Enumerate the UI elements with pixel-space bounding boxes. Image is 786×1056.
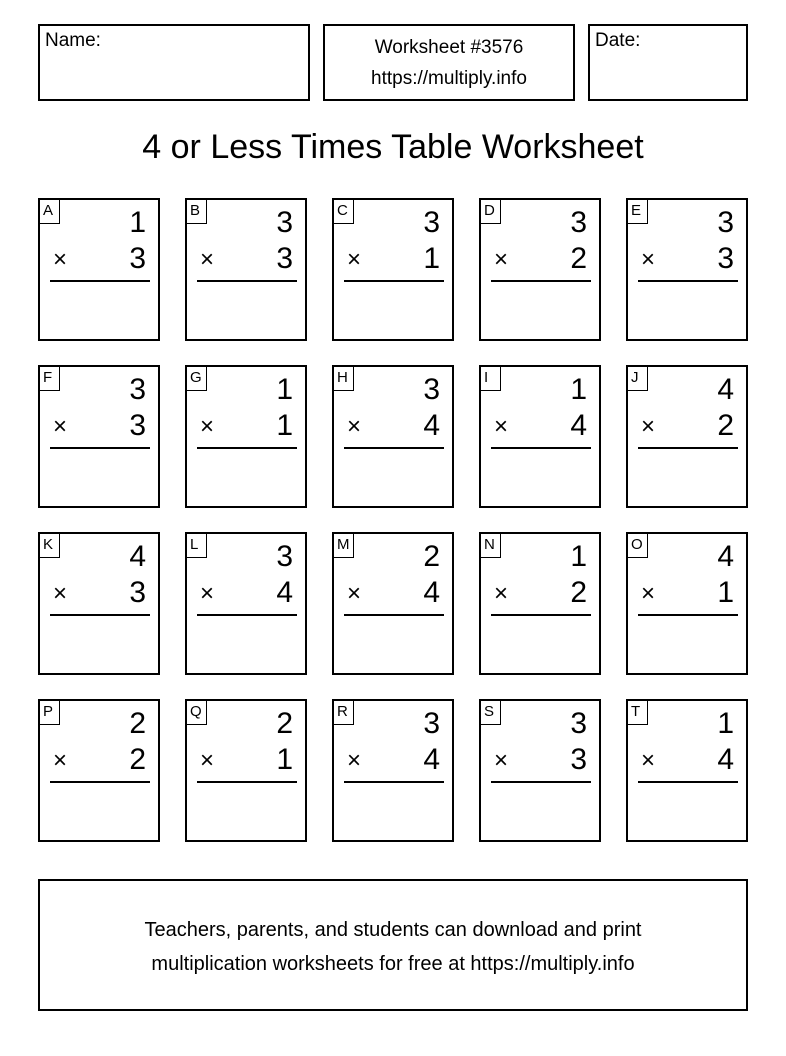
bottom-number: 3	[129, 576, 146, 609]
worksheet-info-box	[323, 24, 575, 101]
times-icon: ×	[494, 246, 509, 273]
bottom-number: 4	[423, 409, 440, 442]
problem-letter: O	[628, 534, 648, 558]
top-number: 3	[570, 707, 587, 740]
problem-card[interactable]	[38, 365, 160, 508]
problem-letter: N	[481, 534, 501, 558]
answer-line	[638, 280, 738, 282]
worksheet-number: Worksheet #3576	[374, 37, 524, 58]
problem-card[interactable]	[185, 198, 307, 341]
problem-card[interactable]	[332, 365, 454, 508]
times-icon: ×	[641, 580, 656, 607]
problem-letter: M	[334, 534, 354, 558]
times-icon: ×	[641, 747, 656, 774]
times-icon: ×	[53, 413, 68, 440]
top-number: 1	[570, 540, 587, 573]
answer-line	[50, 280, 150, 282]
bottom-number: 3	[717, 242, 734, 275]
answer-line	[344, 447, 444, 449]
answer-line	[638, 447, 738, 449]
top-number: 3	[570, 206, 587, 239]
top-number: 1	[129, 206, 146, 239]
times-icon: ×	[200, 413, 215, 440]
problem-card[interactable]	[185, 699, 307, 842]
top-number: 3	[129, 373, 146, 406]
top-number: 2	[423, 540, 440, 573]
bottom-number: 4	[276, 576, 293, 609]
problem-card[interactable]	[626, 699, 748, 842]
date-label: Date:	[595, 30, 641, 51]
problem-letter: F	[40, 367, 60, 391]
answer-line	[50, 447, 150, 449]
bottom-number: 2	[570, 576, 587, 609]
times-icon: ×	[200, 246, 215, 273]
problem-letter: S	[481, 701, 501, 725]
times-icon: ×	[200, 580, 215, 607]
problem-card[interactable]	[332, 699, 454, 842]
problem-letter: L	[187, 534, 207, 558]
problem-card[interactable]	[38, 699, 160, 842]
top-number: 3	[423, 206, 440, 239]
times-icon: ×	[347, 747, 362, 774]
answer-line	[344, 781, 444, 783]
bottom-number: 3	[570, 743, 587, 776]
bottom-number: 4	[423, 743, 440, 776]
answer-line	[197, 280, 297, 282]
problem-card[interactable]	[38, 198, 160, 341]
problem-letter: C	[334, 200, 354, 224]
problem-card[interactable]	[332, 198, 454, 341]
problem-letter: G	[187, 367, 207, 391]
top-number: 4	[129, 540, 146, 573]
problem-letter: E	[628, 200, 648, 224]
times-icon: ×	[53, 246, 68, 273]
bottom-number: 1	[717, 576, 734, 609]
bottom-number: 2	[129, 743, 146, 776]
problem-card[interactable]	[38, 532, 160, 675]
times-icon: ×	[641, 413, 656, 440]
times-icon: ×	[53, 580, 68, 607]
problem-card[interactable]	[626, 198, 748, 341]
top-number: 2	[129, 707, 146, 740]
answer-line	[50, 781, 150, 783]
footer-line-2: multiplication worksheets for free at https://multiply.info	[151, 953, 635, 975]
problem-letter: D	[481, 200, 501, 224]
problem-card[interactable]	[626, 532, 748, 675]
times-icon: ×	[494, 413, 509, 440]
problem-letter: K	[40, 534, 60, 558]
answer-line	[491, 280, 591, 282]
problem-grid	[38, 198, 748, 842]
bottom-number: 1	[423, 242, 440, 275]
footer-box	[38, 879, 748, 1011]
page-title: 4 or Less Times Table Worksheet	[142, 128, 644, 166]
top-number: 3	[717, 206, 734, 239]
times-icon: ×	[641, 246, 656, 273]
answer-line	[50, 614, 150, 616]
times-icon: ×	[347, 246, 362, 273]
answer-line	[638, 781, 738, 783]
answer-line	[344, 280, 444, 282]
footer-line-1: Teachers, parents, and students can download and print	[144, 919, 642, 941]
times-icon: ×	[494, 747, 509, 774]
top-number: 1	[570, 373, 587, 406]
top-number: 1	[276, 373, 293, 406]
top-number: 3	[423, 707, 440, 740]
bottom-number: 2	[717, 409, 734, 442]
bottom-number: 4	[717, 743, 734, 776]
times-icon: ×	[347, 580, 362, 607]
times-icon: ×	[200, 747, 215, 774]
bottom-number: 1	[276, 409, 293, 442]
problem-letter: J	[628, 367, 648, 391]
answer-line	[638, 614, 738, 616]
problem-letter: P	[40, 701, 60, 725]
bottom-number: 4	[423, 576, 440, 609]
answer-line	[491, 614, 591, 616]
top-number: 4	[717, 373, 734, 406]
problem-letter: H	[334, 367, 354, 391]
times-icon: ×	[347, 413, 362, 440]
bottom-number: 3	[129, 409, 146, 442]
top-number: 3	[276, 206, 293, 239]
bottom-number: 1	[276, 743, 293, 776]
worksheet-url[interactable]: https://multiply.info	[371, 68, 527, 89]
top-number: 3	[276, 540, 293, 573]
problem-card[interactable]	[479, 198, 601, 341]
top-number: 4	[717, 540, 734, 573]
problem-card[interactable]	[479, 699, 601, 842]
times-icon: ×	[53, 747, 68, 774]
footer-text	[40, 913, 746, 981]
problem-letter: I	[481, 367, 501, 391]
problem-letter: T	[628, 701, 648, 725]
answer-line	[491, 447, 591, 449]
problem-letter: R	[334, 701, 354, 725]
times-icon: ×	[494, 580, 509, 607]
problem-card[interactable]	[332, 532, 454, 675]
name-box[interactable]	[38, 24, 310, 101]
problem-card[interactable]	[185, 365, 307, 508]
problem-card[interactable]	[185, 532, 307, 675]
bottom-number: 2	[570, 242, 587, 275]
top-number: 3	[423, 373, 440, 406]
answer-line	[197, 781, 297, 783]
name-label: Name:	[45, 30, 101, 51]
bottom-number: 4	[570, 409, 587, 442]
answer-line	[344, 614, 444, 616]
date-box[interactable]	[588, 24, 748, 101]
problem-card[interactable]	[479, 532, 601, 675]
answer-line	[197, 614, 297, 616]
answer-line	[491, 781, 591, 783]
top-number: 1	[717, 707, 734, 740]
bottom-number: 3	[129, 242, 146, 275]
problem-card[interactable]	[479, 365, 601, 508]
answer-line	[197, 447, 297, 449]
problem-card[interactable]	[626, 365, 748, 508]
bottom-number: 3	[276, 242, 293, 275]
top-number: 2	[276, 707, 293, 740]
problem-letter: A	[40, 200, 60, 224]
problem-letter: Q	[187, 701, 207, 725]
problem-letter: B	[187, 200, 207, 224]
